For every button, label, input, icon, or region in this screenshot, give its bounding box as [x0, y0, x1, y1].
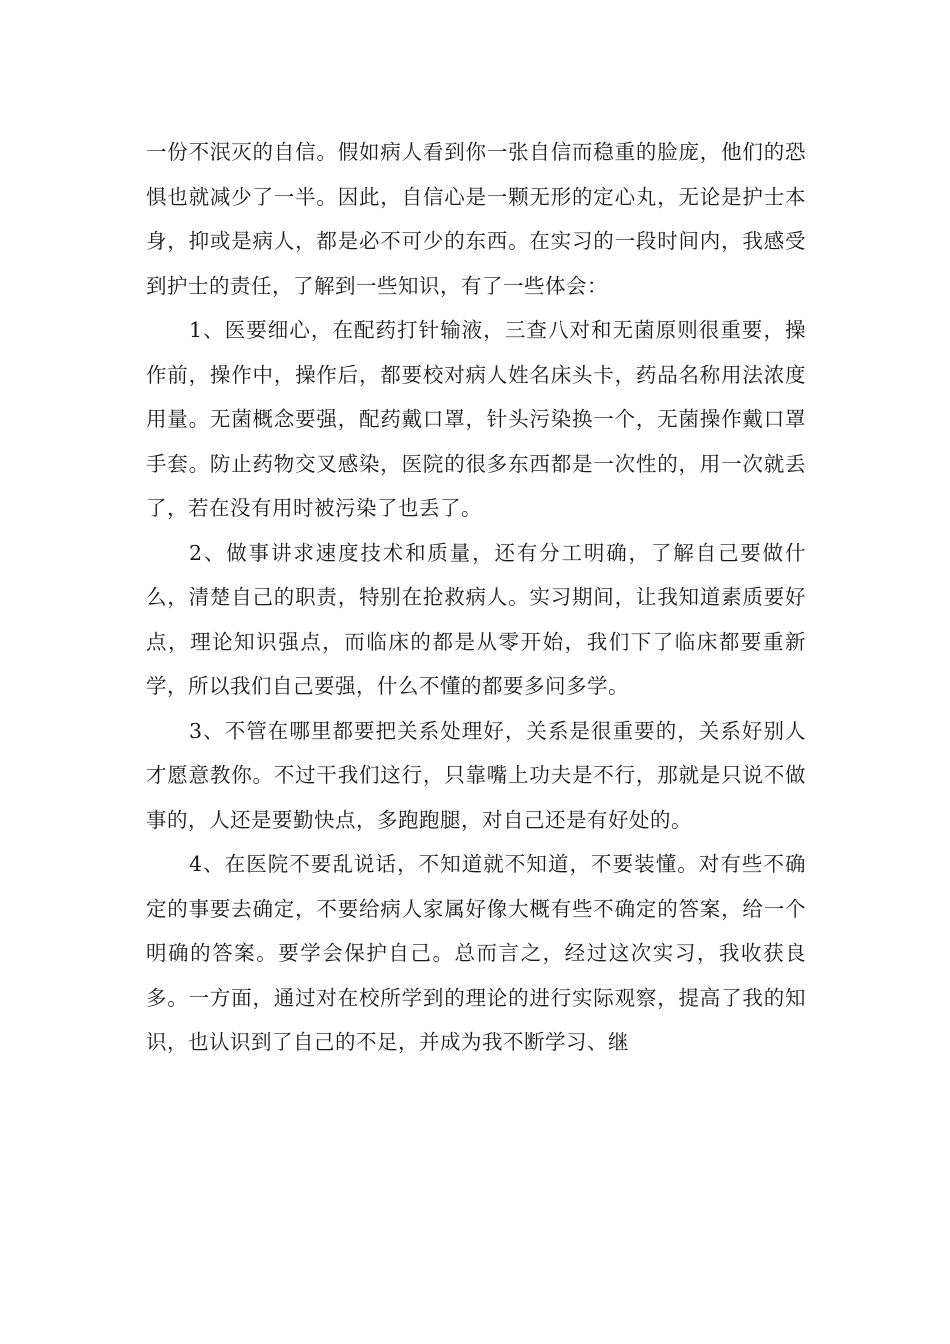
paragraph-point-3: 3、不管在哪里都要把关系处理好，关系是很重要的，关系好别人才愿意教你。不过干我们这行，只靠嘴上功夫是不行，那就是只说不做事的，人还是要勤快点，多跑跑腿，对自己还是有好处的。 [146, 718, 806, 832]
document-body [146, 130, 806, 1065]
paragraph-point-2: 2、做事讲求速度技术和质量，还有分工明确，了解自己要做什么，清楚自己的职责，特别在抢救病人。实习期间，让我知道素质要好点，理论知识强点，而临床的都是从零开始，我们下了临床都要重新学，所以我们自己要强，什么不懂的都要多问多学。 [146, 540, 806, 698]
paragraph-point-1: 1、医要细心，在配药打针输液，三查八对和无菌原则很重要，操作前，操作中，操作后，都要校对病人姓名床头卡，药品名称用法浓度用量。无菌概念要强，配药戴口罩，针头污染换一个，无菌操作戴口罩手套。防止药物交叉感染，医院的很多东西都是一次性的，用一次就丢了，若在没有用时被污染了也丢了。 [146, 318, 806, 520]
paragraph-point-4: 4、在医院不要乱说话，不知道就不知道，不要装懂。对有些不确定的事要去确定，不要给病人家属好像大概有些不确定的答案，给一个明确的答案。要学会保护自己。总而言之，经过这次实习，我收获良多。一方面，通过对在校所学到的理论的进行实际观察，提高了我的知识，也认识到了自己的不足，并成为我不断学习、继 [146, 852, 806, 1054]
paragraph-continuation: 一份不泯灭的自信。假如病人看到你一张自信而稳重的脸庞，他们的恐惧也就减少了一半。因此，自信心是一颗无形的定心丸，无论是护士本身，抑或是病人，都是必不可少的东西。在实习的一段时间内，我感受到护士的责任，了解到一些知识，有了一些体会： [146, 140, 806, 298]
